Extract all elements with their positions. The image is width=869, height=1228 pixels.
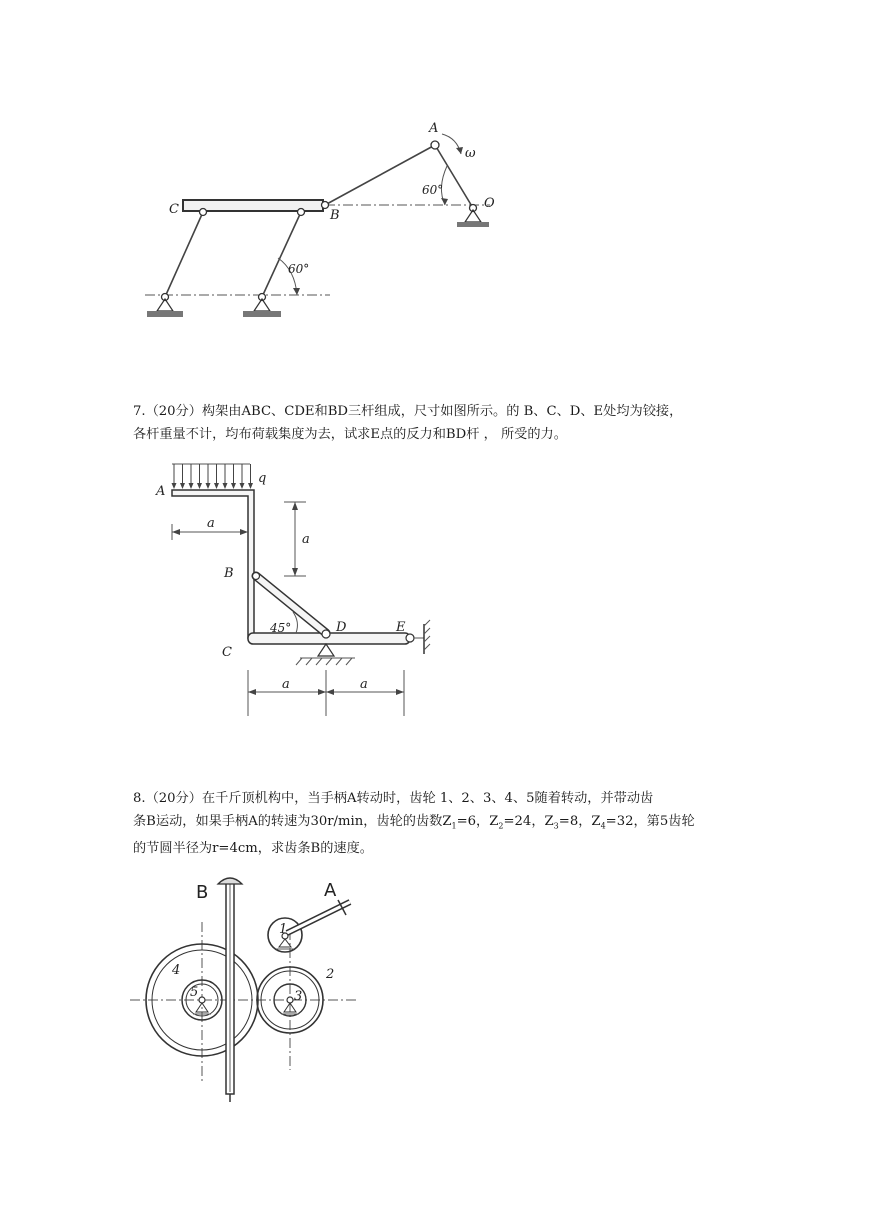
label-b: B bbox=[330, 208, 340, 223]
question-8-line-2: 条B运动，如果手柄A的转速为30r/min，齿轮的齿数$Z_1=6$，$Z_2=24$，$Z_3=8$，$Z_4=32$，第5齿轮 bbox=[133, 813, 695, 831]
dim-vertical: a bbox=[302, 532, 310, 547]
label-e: E bbox=[396, 620, 406, 635]
label-o: O bbox=[484, 196, 495, 211]
question-7-line-2: 各杆重量不计，均布荷载集度为去，试求E点的反力和BD杆 ， 所受的力。 bbox=[133, 426, 567, 442]
handle-a bbox=[287, 900, 350, 933]
load-arrowhead bbox=[240, 483, 245, 489]
load-arrowhead bbox=[180, 483, 185, 489]
label-a-point: A bbox=[156, 484, 166, 499]
support-d bbox=[296, 644, 355, 665]
load-arrowhead bbox=[231, 483, 236, 489]
label-angle-bottom: 60° bbox=[288, 262, 310, 276]
load-arrowhead bbox=[172, 483, 177, 489]
label-gear-1: 1 bbox=[279, 922, 288, 937]
label-b: B bbox=[196, 882, 209, 903]
load-arrowhead bbox=[206, 483, 211, 489]
support-e bbox=[414, 620, 430, 654]
rod-ab bbox=[325, 145, 435, 205]
load-arrowhead bbox=[197, 483, 202, 489]
label-b: B bbox=[224, 566, 234, 581]
question-7-line-1: 7.（20分）构架由ABC、CDE和BD三杆组成，尺寸如图所示。的 B、C、D、E处均为铰接， bbox=[133, 404, 683, 419]
rack-b bbox=[218, 878, 242, 1102]
frame-figure bbox=[150, 460, 440, 720]
load-arrowhead bbox=[189, 483, 194, 489]
question-8-line-3: 的节圆半径为r=4cm，求齿条B的速度。 bbox=[133, 840, 373, 856]
dim-bottom-left: a bbox=[282, 677, 290, 692]
label-gear-2: 2 bbox=[326, 967, 335, 982]
linkage-figure bbox=[135, 110, 515, 330]
support-left bbox=[147, 299, 183, 317]
question-7 bbox=[133, 401, 773, 446]
label-gear-4: 4 bbox=[172, 963, 181, 978]
label-angle: 45° bbox=[270, 621, 292, 635]
jack-figure bbox=[130, 870, 370, 1110]
left-link bbox=[165, 212, 203, 297]
label-angle-top: 60° bbox=[422, 183, 444, 197]
dim-bottom-right: a bbox=[360, 677, 368, 692]
load-arrowhead bbox=[248, 483, 253, 489]
label-d: D bbox=[336, 620, 347, 635]
label-omega: ω bbox=[465, 146, 476, 161]
support-right bbox=[243, 299, 281, 317]
load-arrowhead bbox=[223, 483, 228, 489]
label-gear-3: 3 bbox=[294, 989, 303, 1004]
label-a: A bbox=[429, 121, 439, 136]
label-c: C bbox=[222, 645, 232, 660]
label-gear-5: 5 bbox=[190, 985, 199, 1000]
dim-top: a bbox=[207, 516, 215, 531]
distributed-load bbox=[172, 464, 254, 489]
load-arrowhead bbox=[214, 483, 219, 489]
member-abc bbox=[172, 490, 254, 638]
question-8 bbox=[133, 788, 773, 860]
support-o bbox=[457, 210, 489, 227]
label-c: C bbox=[169, 202, 179, 217]
label-q: q bbox=[258, 471, 267, 486]
question-8-line-1: 8.（20分）在千斤顶机构中，当手柄A转动时，齿轮 1、2、3、4、5随着转动，并带动齿 bbox=[133, 791, 654, 806]
label-a: A bbox=[324, 880, 337, 901]
